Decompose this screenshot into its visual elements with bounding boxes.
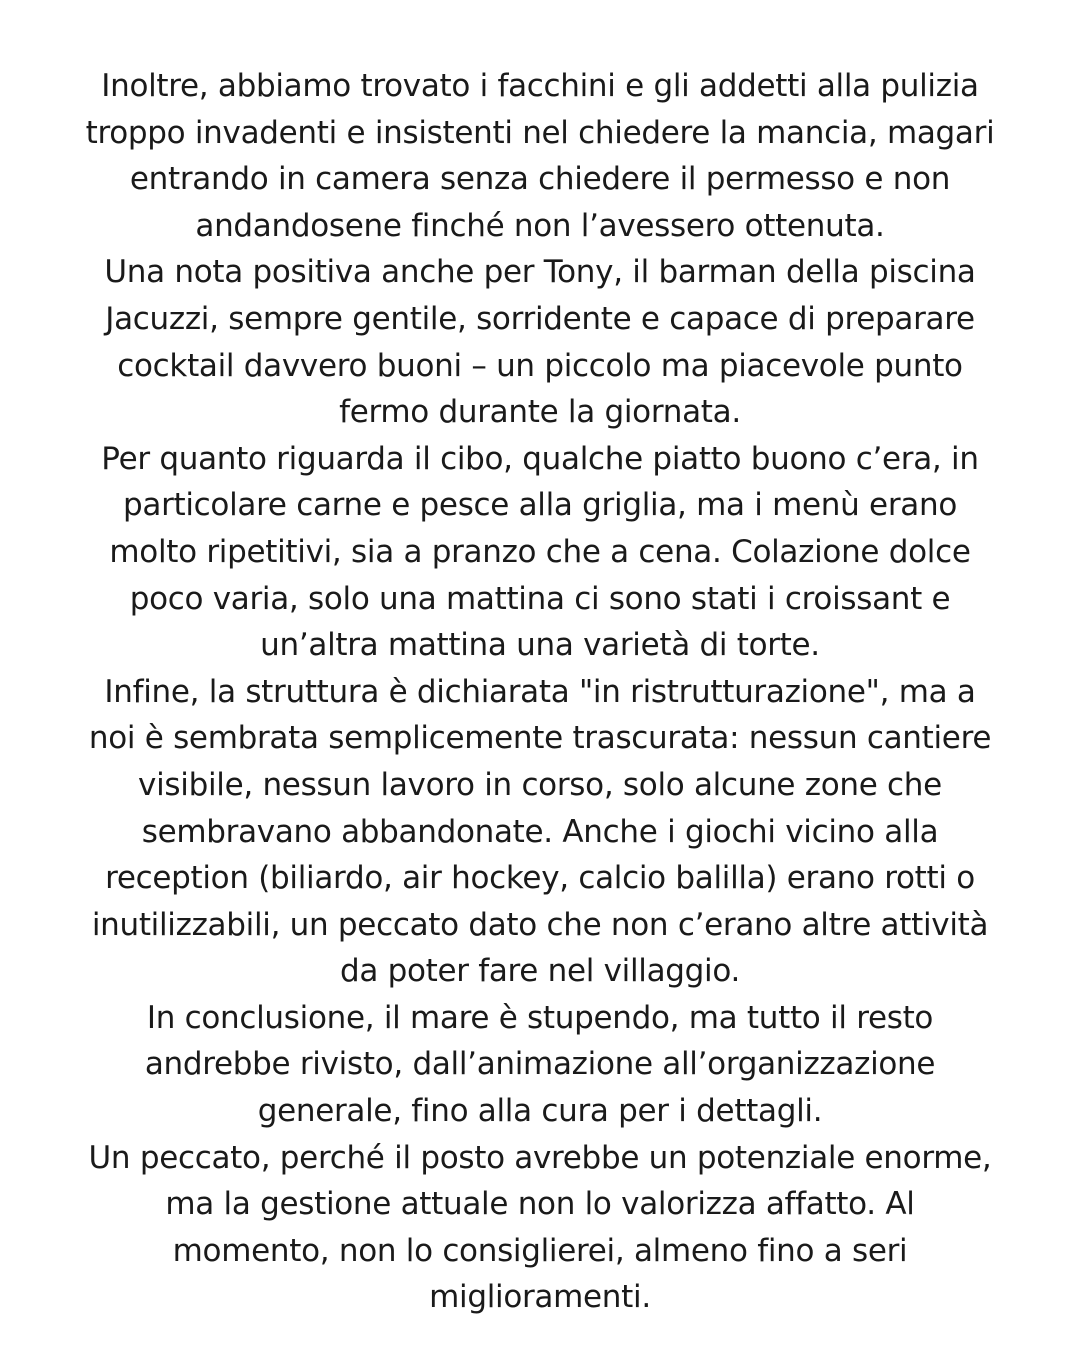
paragraph-barman-tony: Una nota positiva anche per Tony, il barman della piscina Jacuzzi, sempre gentile, sorridente e capace di preparare cocktail davvero buoni – un piccolo ma piacevole punto fermo durante la giornata. (104, 254, 976, 431)
paragraph-food: Per quanto riguarda il cibo, qualche piatto buono c’era, in particolare carne e pesce alla griglia, ma i menù erano molto ripetitivi, sia a pranzo che a cena. Colazione dolce poco varia, solo una mattina ci sono stati i croissant e un’altra mattina una varietà di torte. (101, 440, 979, 664)
review-text-block (85, 63, 995, 1321)
paragraph-conclusion: In conclusione, il mare è stupendo, ma tutto il resto andrebbe rivisto, dall’animazione all’organizzazione generale, fino alla cura per i dettagli. (144, 999, 936, 1130)
paragraph-final-verdict: Un peccato, perché il posto avrebbe un potenziale enorme, ma la gestione attuale non lo valorizza affatto. Al momento, non lo consiglierei, almeno fino a seri miglioramenti. (88, 1139, 992, 1316)
paragraph-renovation: Infine, la struttura è dichiarata "in ristrutturazione", ma a noi è sembrata semplicemente trascurata: nessun cantiere visibile, nessun lavoro in corso, solo alcune zone che sembravano abbandonate. Anche i giochi vicino alla reception (biliardo, air hockey, calcio balilla) erano rotti o inutilizzabili, un peccato dato che non c’erano altre attività da poter fare nel villaggio. (88, 673, 992, 990)
paragraph-staff-tipping: Inoltre, abbiamo trovato i facchini e gli addetti alla pulizia troppo invadenti e insistenti nel chiedere la mancia, magari entrando in camera senza chiedere il permesso e non andandosene finché non l’avessero ottenuta. (85, 68, 995, 244)
